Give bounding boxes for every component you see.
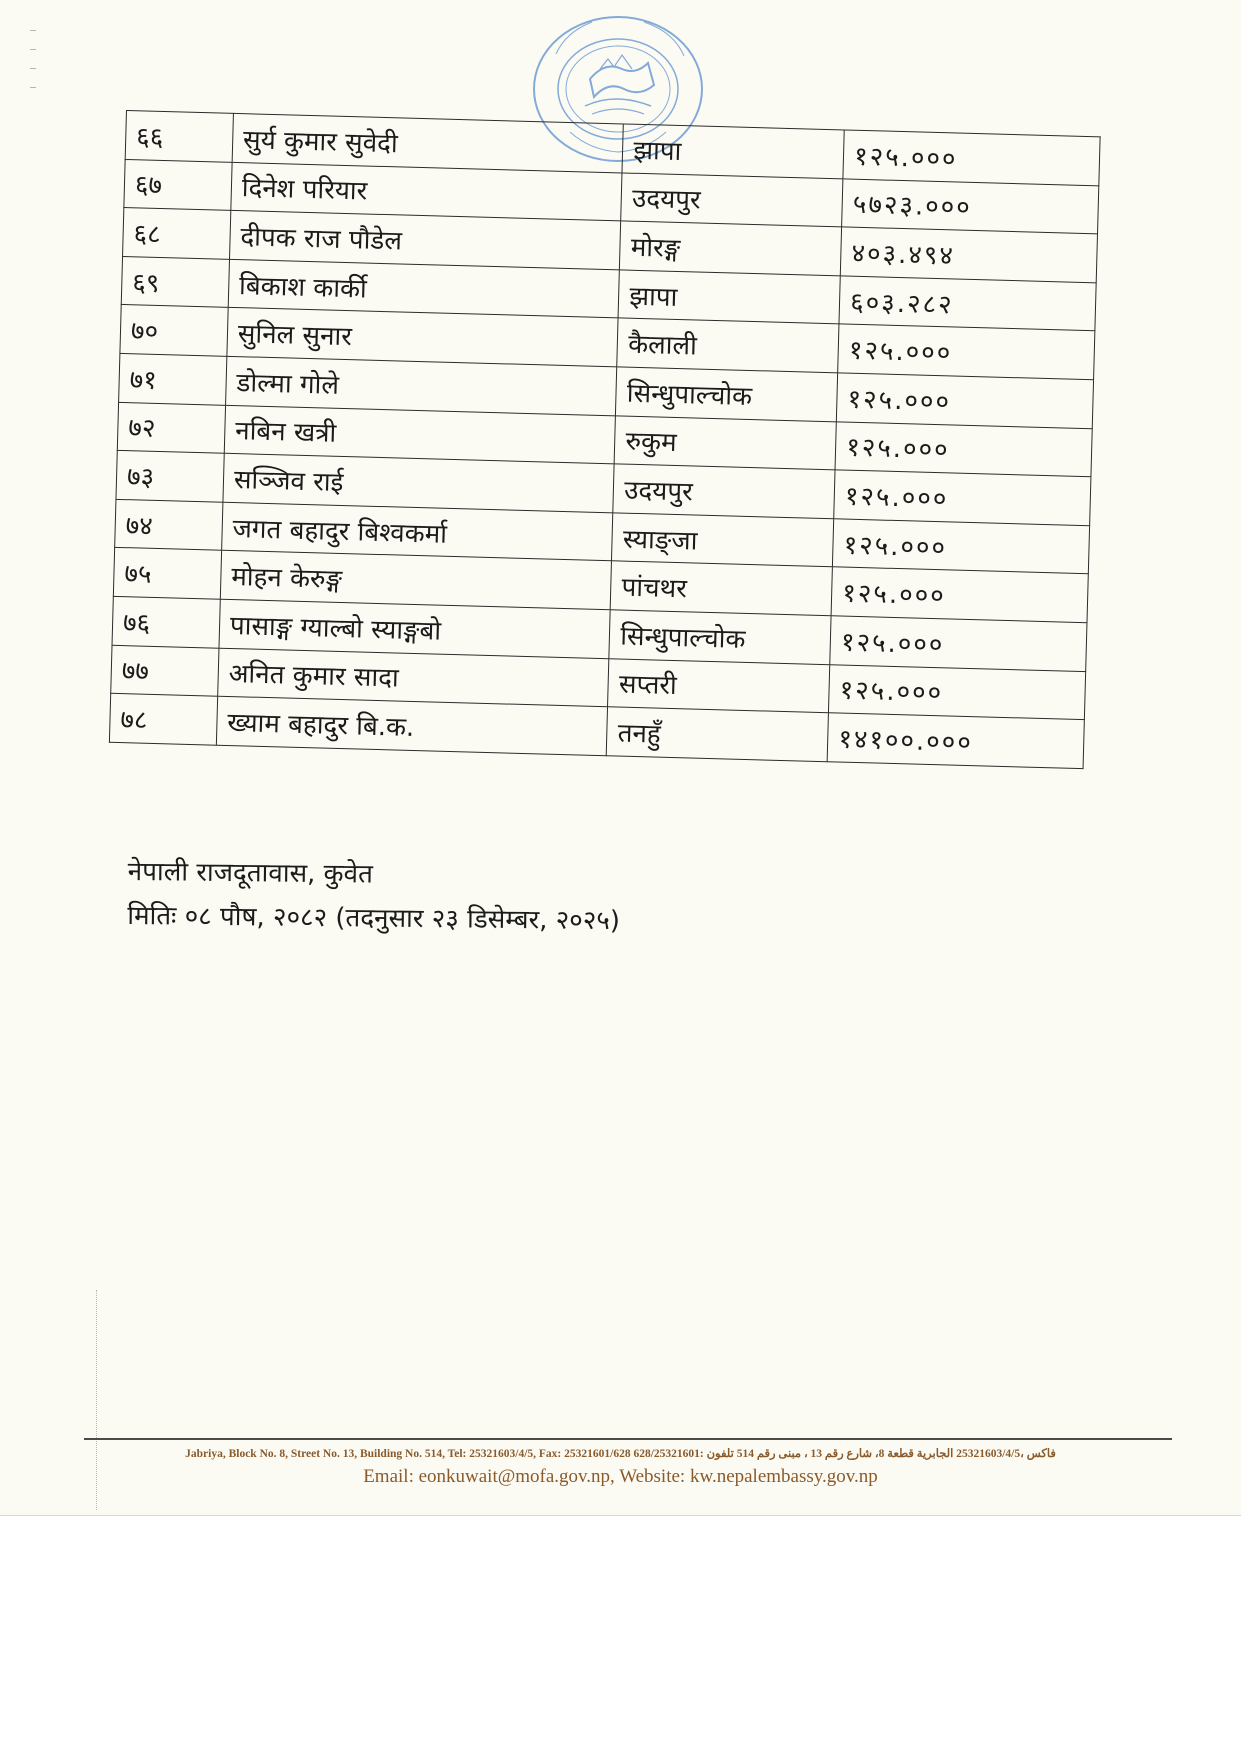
serial-number-cell: ७२ xyxy=(117,402,225,453)
amount-cell: ६०३.२८२ xyxy=(839,276,1096,331)
name-cell: मोहन केरुङ्ग xyxy=(220,551,612,610)
serial-number-cell: ७३ xyxy=(116,451,224,502)
signature-block xyxy=(127,850,621,943)
serial-number-cell: ७६ xyxy=(112,596,220,647)
amount-cell: १४१००.००० xyxy=(827,713,1084,768)
footer-divider xyxy=(84,1438,1172,1440)
name-cell: सुर्य कुमार सुवेदी xyxy=(232,113,624,172)
amount-cell: १२५.००० xyxy=(838,324,1095,379)
district-cell: तनहुँ xyxy=(607,707,829,762)
name-cell: अनित कुमार सादा xyxy=(218,648,610,707)
amount-cell: ४०३.४९४ xyxy=(840,227,1097,282)
name-cell: सञ्जिव राई xyxy=(223,453,615,512)
district-cell: उदयपुर xyxy=(621,173,843,228)
amount-cell: ५७२३.००० xyxy=(842,179,1099,234)
amount-cell: १२५.००० xyxy=(834,470,1091,525)
district-cell: मोरङ्ग xyxy=(620,221,842,276)
district-cell: पांचथर xyxy=(611,561,833,616)
district-cell: उदयपुर xyxy=(613,464,835,519)
serial-number-cell: ६८ xyxy=(123,208,231,259)
district-cell: स्याङ्जा xyxy=(612,513,834,568)
amount-cell: १२५.००० xyxy=(835,421,1092,476)
amount-cell: १२५.००० xyxy=(843,130,1100,185)
name-cell: बिकाश कार्की xyxy=(228,259,620,318)
amount-cell: १२५.००० xyxy=(837,373,1094,428)
name-cell: ख्याम बहादुर बि.क. xyxy=(216,696,608,755)
district-cell: सिन्धुपाल्चोक xyxy=(616,367,838,422)
footer-address: Jabriya, Block No. 8, Street No. 13, Building No. 514, Tel: 25321603/4/5, Fax: 25321601/628 628/25321601: فاكس ،25321603/4/5 الجابرية قطعة 8، شارع رقم 13 ، مبنى رقم 514 تلفون xyxy=(185,1448,1056,1460)
page-edge xyxy=(0,1515,1241,1516)
district-cell: सिन्धुपाल्चोक xyxy=(609,610,831,665)
serial-number-cell: ६६ xyxy=(125,111,233,162)
serial-number-cell: ७० xyxy=(120,305,228,356)
serial-number-cell: ७७ xyxy=(111,645,219,696)
amount-cell: १२५.००० xyxy=(830,616,1087,671)
serial-number-cell: ७१ xyxy=(119,353,227,404)
footer-contact: Email: eonkuwait@mofa.gov.np, Website: kw.nepalembassy.gov.np xyxy=(363,1466,878,1487)
district-cell: रुकुम xyxy=(614,415,836,470)
serial-number-cell: ७४ xyxy=(115,499,223,550)
name-cell: दिनेश परियार xyxy=(231,162,623,221)
district-cell: झापा xyxy=(622,124,844,179)
embassy-name: नेपाली राजदूतावास, कुवेत xyxy=(127,856,374,890)
serial-number-cell: ७५ xyxy=(113,548,221,599)
payment-table xyxy=(109,110,1101,769)
serial-number-cell: ७८ xyxy=(109,693,217,744)
scan-marks xyxy=(30,30,36,106)
amount-cell: १२५.००० xyxy=(833,519,1090,574)
district-cell: सप्तरी xyxy=(608,658,830,713)
serial-number-cell: ६७ xyxy=(124,159,232,210)
document-date: मितिः ०८ पौष, २०८२ (तदनुसार २३ डिसेम्बर, २०२५) xyxy=(127,900,621,937)
amount-cell: १२५.००० xyxy=(829,664,1086,719)
name-cell: पासाङ्ग ग्याल्बो स्याङ्गबो xyxy=(219,599,611,658)
name-cell: दीपक राज पौडेल xyxy=(229,211,621,270)
payment-table-container xyxy=(107,110,1126,837)
serial-number-cell: ६९ xyxy=(121,256,229,307)
district-cell: कैलाली xyxy=(617,318,839,373)
name-cell: डोल्मा गोले xyxy=(225,356,617,415)
district-cell: झापा xyxy=(618,270,840,325)
amount-cell: १२५.००० xyxy=(831,567,1088,622)
name-cell: जगत बहादुर बिश्वकर्मा xyxy=(221,502,613,561)
name-cell: नबिन खत्री xyxy=(224,405,616,464)
name-cell: सुनिल सुनार xyxy=(227,308,619,367)
